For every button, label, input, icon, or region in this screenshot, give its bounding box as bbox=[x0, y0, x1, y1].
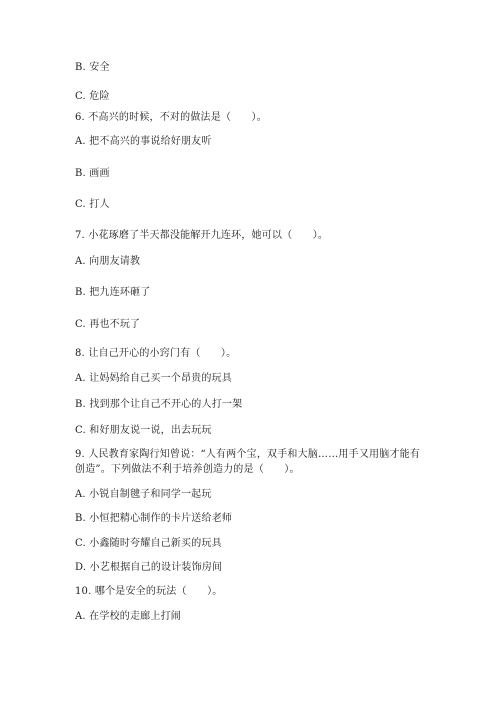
question-7: 7. 小花琢磨了半天都没能解开九连环，她可以（ ）。 bbox=[75, 230, 329, 241]
question-6: 6. 不高兴的时候，不对的做法是（ ）。 bbox=[75, 112, 267, 123]
question-6-option-a: A. 把不高兴的事说给好朋友听 bbox=[75, 136, 212, 147]
question-6-option-b: B. 画画 bbox=[75, 168, 110, 179]
question-9-line-1: 9. 人民教育家陶行知曾说：“人有两个宝，双手和大脑……用手又用脑才能有 bbox=[75, 449, 421, 460]
question-8-option-c: C. 和好朋友说一说，出去玩玩 bbox=[75, 425, 212, 436]
question-10-option-a: A. 在学校的走廊上打闹 bbox=[75, 611, 181, 622]
question-8: 8. 让自己开心的小窍门有（ ）。 bbox=[75, 348, 237, 359]
question-8-option-a: A. 让妈妈给自己买一个昂贵的玩具 bbox=[75, 373, 232, 384]
question-9-line-2: 创造”。下列做法不利于培养创造力的是（ ）。 bbox=[75, 464, 300, 475]
question-8-option-b: B. 找到那个让自己不开心的人打一架 bbox=[75, 399, 243, 410]
question-7-option-a: A. 向朋友请教 bbox=[75, 256, 141, 267]
question-9-option-d: D. 小艺根据自己的设计装饰房间 bbox=[75, 562, 223, 573]
question-7-option-b: B. 把九连环砸了 bbox=[75, 287, 151, 298]
question-7-option-c: C. 再也不玩了 bbox=[75, 319, 141, 330]
option-b-safe: B. 安全 bbox=[75, 62, 110, 73]
option-c-danger: C. 危险 bbox=[75, 91, 110, 102]
question-9-option-c: C. 小鑫随时夸耀自己新买的玩具 bbox=[75, 538, 222, 549]
question-9-option-b: B. 小恒把精心制作的卡片送给老师 bbox=[75, 513, 233, 524]
question-10: 10. 哪个是安全的玩法（ ）。 bbox=[75, 586, 223, 597]
question-9-option-a: A. 小锐自制毽子和同学一起玩 bbox=[75, 489, 212, 500]
question-6-option-c: C. 打人 bbox=[75, 199, 110, 210]
